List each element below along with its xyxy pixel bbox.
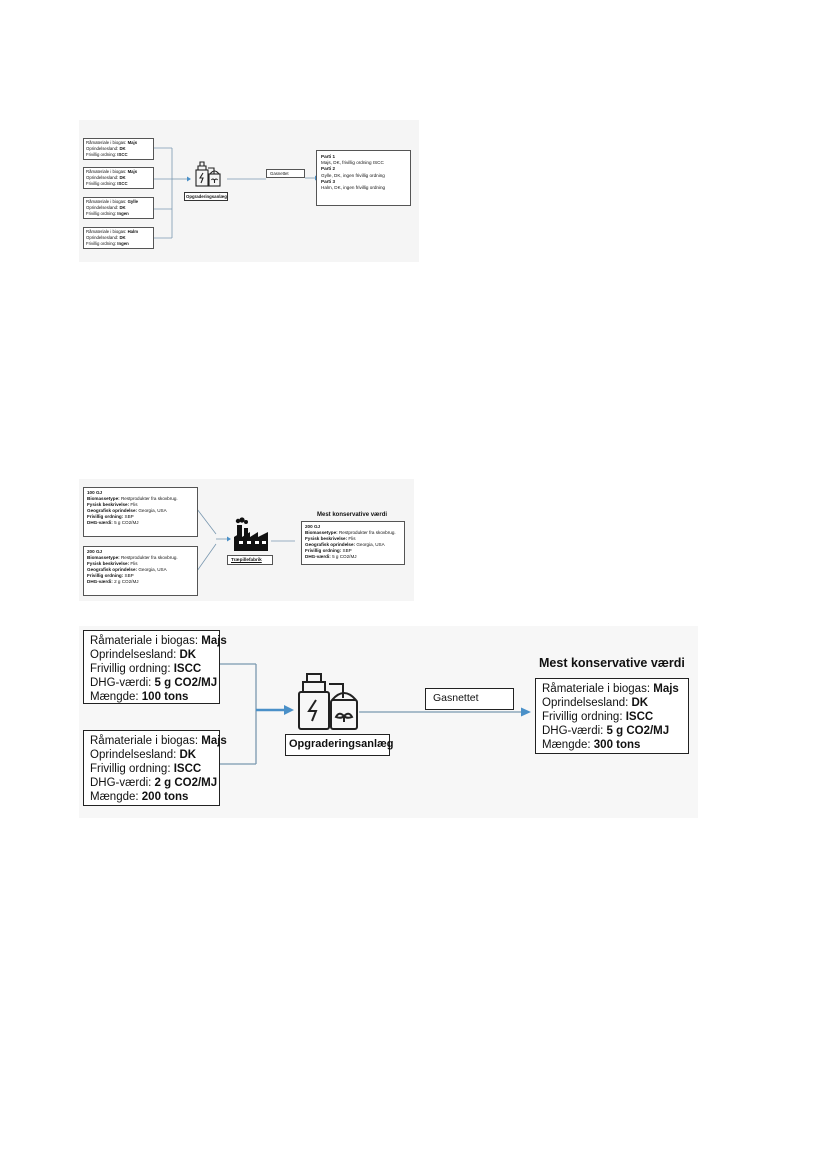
input-box-2: Råmateriale i biogas: Majs Oprindelsesland: DK Frivillig ordning: ISCC — [83, 167, 154, 189]
pellet-factory-label-box: Træpillefabrik — [227, 555, 273, 565]
upgrading-plant-icon — [194, 160, 222, 188]
output-batches-box: Parti 1 Majs, DK, frivillig ordning ISCC Parti 2 Gylle, DK, ingen frivillig ordning Parti 3 Halm, DK, ingen frivillig ordning — [316, 150, 411, 206]
most-conservative-title: Mest konservative værdi — [317, 512, 388, 518]
output-box-conservative: Råmateriale i biogas: Majs Oprindelsesland: DK Frivillig ordning: ISCC DHG-værdi: 5 g CO2/MJ Mængde: 300 tons — [535, 678, 689, 754]
input-box-200gj: 200 GJ Biomassetype: Restprodukter fra skovbrug. Fysisk beskrivelse: Flis Geografisk oprindelse: Georgia, USA Frivillig ordning: SBP DHG-værdi: 2 g CO2/MJ — [83, 546, 198, 596]
diagram-biogas-conservative — [79, 626, 698, 818]
input-box-200-tons: Råmateriale i biogas: Majs Oprindelsesland: DK Frivillig ordning: ISCC DHG-værdi: 2 g CO2/MJ Mængde: 200 tons — [83, 730, 220, 806]
diagram-biogas-batches — [79, 120, 419, 262]
grid-label-box: Gasnettet — [266, 169, 305, 178]
input-box-4: Råmateriale i biogas: Halm Oprindelsesland: DK Frivillig ordning: Ingen — [83, 227, 154, 249]
input-box-1: Råmateriale i biogas: Majs Oprindelsesland: DK Frivillig ordning: ISCC — [83, 138, 154, 160]
factory-icon — [232, 517, 270, 551]
upgrading-plant-icon — [295, 666, 361, 732]
most-conservative-title: Mest konservative værdi — [539, 656, 685, 670]
input-box-100-tons: Råmateriale i biogas: Majs Oprindelsesland: DK Frivillig ordning: ISCC DHG-værdi: 5 g CO2/MJ Mængde: 100 tons — [83, 630, 220, 704]
diagram-wood-pellets — [79, 479, 414, 601]
plant-label-box: Opgraderingsanlæg — [186, 194, 227, 199]
grid-label-box: Gasnettet — [425, 688, 514, 710]
plant-label-box: Opgraderingsanlæg — [285, 734, 390, 756]
input-box-3: Råmateriale i biogas: Gylle Oprindelsesland: DK Frivillig ordning: Ingen — [83, 197, 154, 219]
input-box-100gj: 100 GJ Biomassetype: Restprodukter fra skovbrug. Fysisk beskrivelse: Flis Geografisk oprindelse: Georgia, USA Frivillig ordning: SBP DHG-værdi: 5 g CO2/MJ — [83, 487, 198, 537]
output-box-conservative: 200 GJ Biomassetype: Restprodukter fra skovbrug. Fysisk beskrivelse: Flis Geografisk oprindelse: Georgia, USA Frivillig ordning: SBP DHG-værdi: 5 g CO2/MJ — [301, 521, 405, 565]
